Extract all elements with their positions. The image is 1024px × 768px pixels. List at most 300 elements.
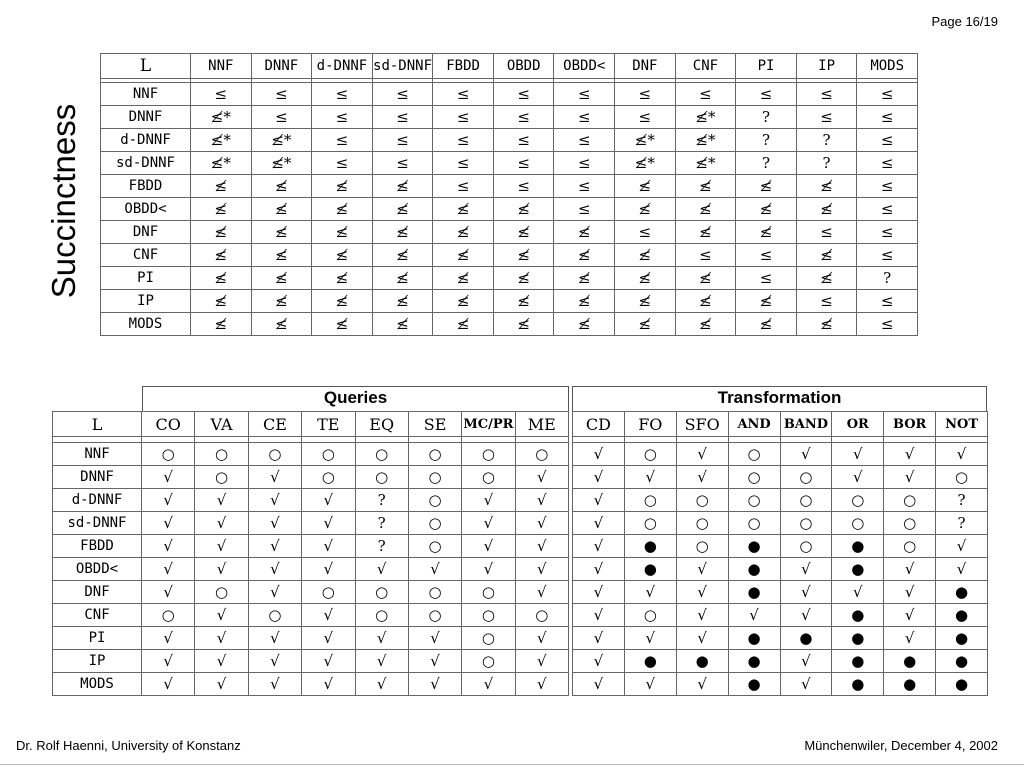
succinctness-cell: ≰	[251, 267, 312, 290]
queries-cell: ?	[355, 512, 408, 535]
succinctness-cell: ≰	[736, 313, 797, 336]
succinctness-row	[101, 83, 918, 106]
succinctness-col-header: CNF	[675, 54, 736, 79]
succinctness-cell: ≰	[251, 313, 312, 336]
succinctness-cell: ≤	[372, 106, 433, 129]
succinctness-cell: ≰	[554, 221, 615, 244]
queries-row-label: OBDD<	[53, 558, 142, 581]
succinctness-row	[101, 244, 918, 267]
succinctness-cell: ≰	[493, 198, 554, 221]
succinctness-cell: ≰	[191, 290, 252, 313]
queries-cell: √	[515, 558, 568, 581]
queries-row	[53, 627, 569, 650]
queries-cell: ○	[408, 604, 461, 627]
succinctness-cell: ≰	[615, 198, 676, 221]
queries-cell: √	[195, 627, 248, 650]
transformation-cell: ●	[936, 604, 988, 627]
succinctness-cell: ≤	[312, 106, 373, 129]
succinctness-cell: ≰	[493, 221, 554, 244]
succinctness-row-label: NNF	[101, 83, 191, 106]
queries-row	[53, 512, 569, 535]
succinctness-cell: ≰	[736, 290, 797, 313]
queries-cell: ○	[515, 604, 568, 627]
succinctness-body	[101, 79, 918, 336]
succinctness-cell: ≰	[372, 313, 433, 336]
transformation-cell: √	[676, 466, 728, 489]
succinctness-cell: ≰	[796, 175, 857, 198]
succinctness-cell: ≰	[493, 313, 554, 336]
succinctness-cell: ≰	[615, 290, 676, 313]
transformation-cell: √	[884, 604, 936, 627]
queries-cell: ?	[355, 535, 408, 558]
queries-cell: √	[462, 558, 515, 581]
queries-cell: ○	[142, 604, 195, 627]
transformation-cell: ○	[728, 512, 780, 535]
queries-row	[53, 466, 569, 489]
transformation-cell: ○	[624, 489, 676, 512]
succinctness-cell: ≰*	[675, 106, 736, 129]
transformation-cell: √	[573, 558, 625, 581]
succinctness-cell: ≰*	[675, 129, 736, 152]
queries-cell: √	[408, 558, 461, 581]
queries-cell: √	[142, 535, 195, 558]
queries-cell: ○	[408, 489, 461, 512]
transformation-cell: √	[573, 581, 625, 604]
transformation-cell: ○	[624, 512, 676, 535]
queries-cell: √	[195, 673, 248, 696]
succinctness-cell: ?	[796, 129, 857, 152]
queries-cell: ○	[142, 443, 195, 466]
succinctness-cell: ≤	[857, 290, 918, 313]
succinctness-col-header: NNF	[191, 54, 252, 79]
queries-cell: ○	[355, 604, 408, 627]
transformation-cell: ●	[728, 535, 780, 558]
transformation-cell: ●	[624, 558, 676, 581]
succinctness-cell: ≰	[251, 175, 312, 198]
transformation-row	[573, 443, 988, 466]
succinctness-cell: ≤	[433, 175, 494, 198]
footer-location-date: Münchenwiler, December 4, 2002	[804, 738, 998, 753]
succinctness-row-label: DNF	[101, 221, 191, 244]
queries-cell: √	[142, 558, 195, 581]
succinctness-cell: ≤	[312, 83, 373, 106]
transformation-cell: √	[780, 604, 832, 627]
transformation-cell: ○	[728, 489, 780, 512]
succinctness-row	[101, 290, 918, 313]
succinctness-cell: ≰	[372, 267, 433, 290]
queries-cell: ○	[462, 466, 515, 489]
succinctness-cell: ≤	[312, 152, 373, 175]
queries-cell: ○	[408, 466, 461, 489]
succinctness-cell: ≰	[372, 221, 433, 244]
queries-cell: √	[248, 558, 301, 581]
transformation-cell: ?	[936, 489, 988, 512]
transformation-cell: √	[573, 489, 625, 512]
succinctness-cell: ≤	[554, 198, 615, 221]
succinctness-cell: ≰	[554, 267, 615, 290]
succinctness-cell: ?	[736, 106, 797, 129]
succinctness-cell: ≰	[191, 175, 252, 198]
succinctness-cell: ≰	[615, 267, 676, 290]
queries-cell: √	[142, 512, 195, 535]
succinctness-cell: ≤	[493, 106, 554, 129]
succinctness-row	[101, 198, 918, 221]
transformation-row	[573, 673, 988, 696]
queries-cell: √	[355, 558, 408, 581]
transformation-cell: ○	[728, 466, 780, 489]
transformation-cell: ●	[884, 650, 936, 673]
succinctness-cell: ≰*	[675, 152, 736, 175]
transformation-cell: √	[573, 627, 625, 650]
succinctness-cell: ≤	[615, 83, 676, 106]
transformation-cell: ●	[832, 673, 884, 696]
transformation-cell: ●	[728, 627, 780, 650]
transformation-col-header: CD	[573, 412, 625, 437]
queries-row	[53, 650, 569, 673]
succinctness-cell: ≰	[191, 198, 252, 221]
transformation-row	[573, 604, 988, 627]
queries-cell: √	[142, 466, 195, 489]
succinctness-row	[101, 221, 918, 244]
queries-cell: √	[248, 535, 301, 558]
transformation-cell: ●	[884, 673, 936, 696]
succinctness-cell: ≤	[675, 83, 736, 106]
transformation-row	[573, 627, 988, 650]
queries-cell: √	[515, 673, 568, 696]
queries-cell: √	[408, 650, 461, 673]
transformation-col-header: FO	[624, 412, 676, 437]
queries-cell: √	[248, 489, 301, 512]
succinctness-cell: ≰	[433, 313, 494, 336]
queries-cell: √	[195, 489, 248, 512]
queries-cell: √	[515, 627, 568, 650]
transformation-cell: ○	[780, 535, 832, 558]
succinctness-cell: ≤	[191, 83, 252, 106]
queries-cell: ○	[462, 604, 515, 627]
transformation-cell: √	[780, 650, 832, 673]
transformation-body	[573, 437, 988, 696]
succinctness-cell: ≰	[372, 290, 433, 313]
succinctness-cell: ≰	[191, 244, 252, 267]
succinctness-cell: ≤	[433, 83, 494, 106]
transformation-cell: √	[884, 443, 936, 466]
succinctness-cell: ≰	[554, 313, 615, 336]
succinctness-cell: ≤	[554, 106, 615, 129]
succinctness-col-header: d-DNNF	[312, 54, 373, 79]
queries-cell: ○	[462, 627, 515, 650]
succinctness-cell: ≰	[615, 175, 676, 198]
succinctness-cell: ≤	[675, 244, 736, 267]
succinctness-cell: ≤	[433, 152, 494, 175]
queries-cell: √	[302, 535, 355, 558]
succinctness-cell: ≰	[554, 290, 615, 313]
succinctness-cell: ≤	[857, 83, 918, 106]
queries-cell: √	[195, 604, 248, 627]
succinctness-cell: ≰	[675, 290, 736, 313]
transformation-cell: √	[676, 443, 728, 466]
footer-divider	[0, 764, 1024, 765]
succinctness-cell: ≤	[857, 313, 918, 336]
transformation-cell: √	[676, 627, 728, 650]
succinctness-cell: ≰	[675, 175, 736, 198]
transformation-cell: √	[936, 443, 988, 466]
succinctness-col-header: IP	[796, 54, 857, 79]
queries-col-header: MC/PR	[462, 412, 515, 437]
succinctness-cell: ≰	[433, 267, 494, 290]
succinctness-col-header: DNNF	[251, 54, 312, 79]
succinctness-label-text: Succinctness	[45, 103, 82, 299]
succinctness-cell: ≤	[857, 198, 918, 221]
succinctness-col-header: OBDD	[493, 54, 554, 79]
transformation-cell: ●	[728, 581, 780, 604]
succinctness-cell: ≰	[312, 313, 373, 336]
transformation-cell: √	[832, 581, 884, 604]
succinctness-cell: ≰	[675, 313, 736, 336]
queries-cell: ○	[408, 443, 461, 466]
succinctness-cell: ≰	[796, 244, 857, 267]
transformation-cell: √	[936, 558, 988, 581]
succinctness-cell: ≰	[554, 244, 615, 267]
queries-row	[53, 581, 569, 604]
transformation-cell: √	[884, 581, 936, 604]
transformation-cell: ●	[728, 650, 780, 673]
transformation-cell: ●	[624, 535, 676, 558]
transformation-cell: √	[832, 466, 884, 489]
queries-cell: ○	[462, 650, 515, 673]
succinctness-row	[101, 313, 918, 336]
transformation-cell: ●	[728, 558, 780, 581]
queries-cell: √	[462, 512, 515, 535]
queries-row-label: PI	[53, 627, 142, 650]
transformation-cell: ●	[728, 673, 780, 696]
succinctness-col-header: OBDD<	[554, 54, 615, 79]
queries-col-header: VA	[195, 412, 248, 437]
queries-cell: √	[142, 673, 195, 696]
queries-cell: √	[355, 650, 408, 673]
succinctness-cell: ≤	[372, 129, 433, 152]
transformation-cell: ●	[780, 627, 832, 650]
transformation-col-header: BOR	[884, 412, 936, 437]
transformation-cell: √	[573, 604, 625, 627]
succinctness-cell: ≤	[796, 83, 857, 106]
transformation-cell: √	[624, 627, 676, 650]
queries-cell: √	[515, 581, 568, 604]
transformation-cell: √	[573, 443, 625, 466]
queries-row-label: FBDD	[53, 535, 142, 558]
succinctness-cell: ≰	[191, 267, 252, 290]
succinctness-cell: ?	[736, 152, 797, 175]
succinctness-cell: ≤	[251, 83, 312, 106]
queries-cell: ○	[515, 443, 568, 466]
succinctness-cell: ≰	[251, 290, 312, 313]
succinctness-cell: ≰	[433, 244, 494, 267]
transformation-cell: √	[780, 673, 832, 696]
succinctness-cell: ≰	[433, 198, 494, 221]
succinctness-cell: ≰	[251, 244, 312, 267]
transformation-cell: √	[936, 535, 988, 558]
transformation-cell: ●	[936, 650, 988, 673]
transformation-cell: ●	[936, 581, 988, 604]
queries-cell: √	[195, 512, 248, 535]
succinctness-row	[101, 267, 918, 290]
queries-cell: √	[142, 627, 195, 650]
succinctness-cell: ≰	[433, 221, 494, 244]
queries-cell: ○	[355, 443, 408, 466]
succinctness-cell: ≤	[372, 83, 433, 106]
transformation-cell: √	[780, 558, 832, 581]
queries-row-label: NNF	[53, 443, 142, 466]
succinctness-cell: ≤	[433, 129, 494, 152]
transformation-cell: ○	[624, 443, 676, 466]
queries-cell: ○	[302, 466, 355, 489]
page-number: Page 16/19	[931, 14, 998, 29]
queries-row-label: sd-DNNF	[53, 512, 142, 535]
queries-cell: √	[515, 650, 568, 673]
queries-group-header: Queries	[142, 386, 569, 412]
transformation-cell: ●	[676, 650, 728, 673]
transformation-cell: √	[573, 673, 625, 696]
queries-row-label: CNF	[53, 604, 142, 627]
transformation-row	[573, 650, 988, 673]
succinctness-cell: ≤	[736, 244, 797, 267]
queries-cell: ○	[408, 581, 461, 604]
transformation-cell: √	[676, 558, 728, 581]
queries-cell: ○	[195, 466, 248, 489]
succinctness-cell: ≤	[615, 221, 676, 244]
succinctness-cell: ≰	[796, 267, 857, 290]
succinctness-cell: ≰	[312, 290, 373, 313]
succinctness-cell: ≤	[857, 221, 918, 244]
succinctness-cell: ≰*	[615, 129, 676, 152]
succinctness-cell: ≰	[493, 290, 554, 313]
queries-cell: √	[302, 489, 355, 512]
succinctness-header-row	[101, 54, 918, 79]
queries-cell: √	[142, 650, 195, 673]
succinctness-cell: ≰	[312, 244, 373, 267]
transformation-row	[573, 581, 988, 604]
queries-cell: ○	[462, 581, 515, 604]
queries-row	[53, 558, 569, 581]
transformation-cell: √	[884, 466, 936, 489]
queries-cell: √	[195, 650, 248, 673]
succinctness-table	[100, 53, 918, 336]
queries-cell: √	[195, 558, 248, 581]
queries-cell: ○	[408, 535, 461, 558]
succinctness-cell: ≰*	[251, 129, 312, 152]
succinctness-cell: ≤	[796, 290, 857, 313]
queries-cell: √	[302, 558, 355, 581]
queries-cell: ○	[248, 604, 301, 627]
transformation-cell: ?	[936, 512, 988, 535]
succinctness-cell: ≤	[615, 106, 676, 129]
transformation-row	[573, 558, 988, 581]
succinctness-col-header: DNF	[615, 54, 676, 79]
transformation-cell: ●	[832, 627, 884, 650]
footer-author: Dr. Rolf Haenni, University of Konstanz	[16, 738, 241, 753]
queries-cell: √	[142, 489, 195, 512]
transformation-cell: ●	[832, 558, 884, 581]
succinctness-cell: ≤	[796, 106, 857, 129]
queries-cell: √	[408, 627, 461, 650]
queries-cell: √	[515, 512, 568, 535]
succinctness-col-header: FBDD	[433, 54, 494, 79]
succinctness-cell: ≰	[372, 175, 433, 198]
succinctness-cell: ≤	[493, 129, 554, 152]
queries-col-header: ME	[515, 412, 568, 437]
transformation-col-header: NOT	[936, 412, 988, 437]
queries-cell: ○	[302, 581, 355, 604]
succinctness-cell: ≰	[191, 313, 252, 336]
transformation-cell: ●	[936, 627, 988, 650]
succinctness-cell: ≤	[433, 106, 494, 129]
transformation-cell: √	[573, 512, 625, 535]
queries-cell: √	[355, 673, 408, 696]
queries-cell: ○	[248, 443, 301, 466]
transformation-cell: ●	[832, 535, 884, 558]
transformation-cell: ○	[884, 512, 936, 535]
succinctness-cell: ≰	[675, 198, 736, 221]
succinctness-cell: ≤	[857, 244, 918, 267]
succinctness-cell: ≰	[251, 198, 312, 221]
succinctness-cell: ≤	[857, 175, 918, 198]
transformation-cell: ●	[832, 604, 884, 627]
queries-body	[53, 437, 569, 696]
succinctness-cell: ≰	[312, 221, 373, 244]
transformation-header-row	[573, 412, 988, 437]
succinctness-cell: ≰	[312, 175, 373, 198]
succinctness-row	[101, 175, 918, 198]
succinctness-cell: ≤	[736, 267, 797, 290]
queries-row-label: IP	[53, 650, 142, 673]
queries-table	[52, 411, 569, 696]
succinctness-cell: ≰	[615, 244, 676, 267]
succinctness-cell: ≰	[312, 267, 373, 290]
transformation-row	[573, 489, 988, 512]
succinctness-cell: ≰	[433, 290, 494, 313]
queries-row-label: DNF	[53, 581, 142, 604]
queries-cell: √	[515, 466, 568, 489]
succinctness-cell: ≤	[857, 106, 918, 129]
queries-cell: √	[302, 673, 355, 696]
succinctness-row-label: d-DNNF	[101, 129, 191, 152]
succinctness-cell: ≰	[736, 198, 797, 221]
succinctness-cell: ≤	[493, 175, 554, 198]
succinctness-cell: ≰	[736, 175, 797, 198]
succinctness-row-label: PI	[101, 267, 191, 290]
transformation-cell: ○	[676, 489, 728, 512]
succinctness-cell: ≰*	[251, 152, 312, 175]
succinctness-cell: ≰	[675, 221, 736, 244]
transformation-cell: ○	[676, 535, 728, 558]
queries-cell: √	[248, 466, 301, 489]
succinctness-cell: ≤	[857, 152, 918, 175]
queries-cell: ○	[355, 581, 408, 604]
transformation-cell: √	[884, 558, 936, 581]
queries-col-header: TE	[302, 412, 355, 437]
queries-cell: √	[302, 512, 355, 535]
succinctness-row-label: FBDD	[101, 175, 191, 198]
queries-col-header: CE	[248, 412, 301, 437]
succinctness-cell: ≰*	[191, 106, 252, 129]
transformation-cell: √	[676, 581, 728, 604]
queries-col-header: CO	[142, 412, 195, 437]
succinctness-cell: ≤	[554, 152, 615, 175]
queries-cell: √	[195, 535, 248, 558]
queries-cell: √	[248, 673, 301, 696]
succinctness-cell: ≰	[372, 244, 433, 267]
queries-cell: √	[248, 512, 301, 535]
transformation-cell: √	[573, 650, 625, 673]
